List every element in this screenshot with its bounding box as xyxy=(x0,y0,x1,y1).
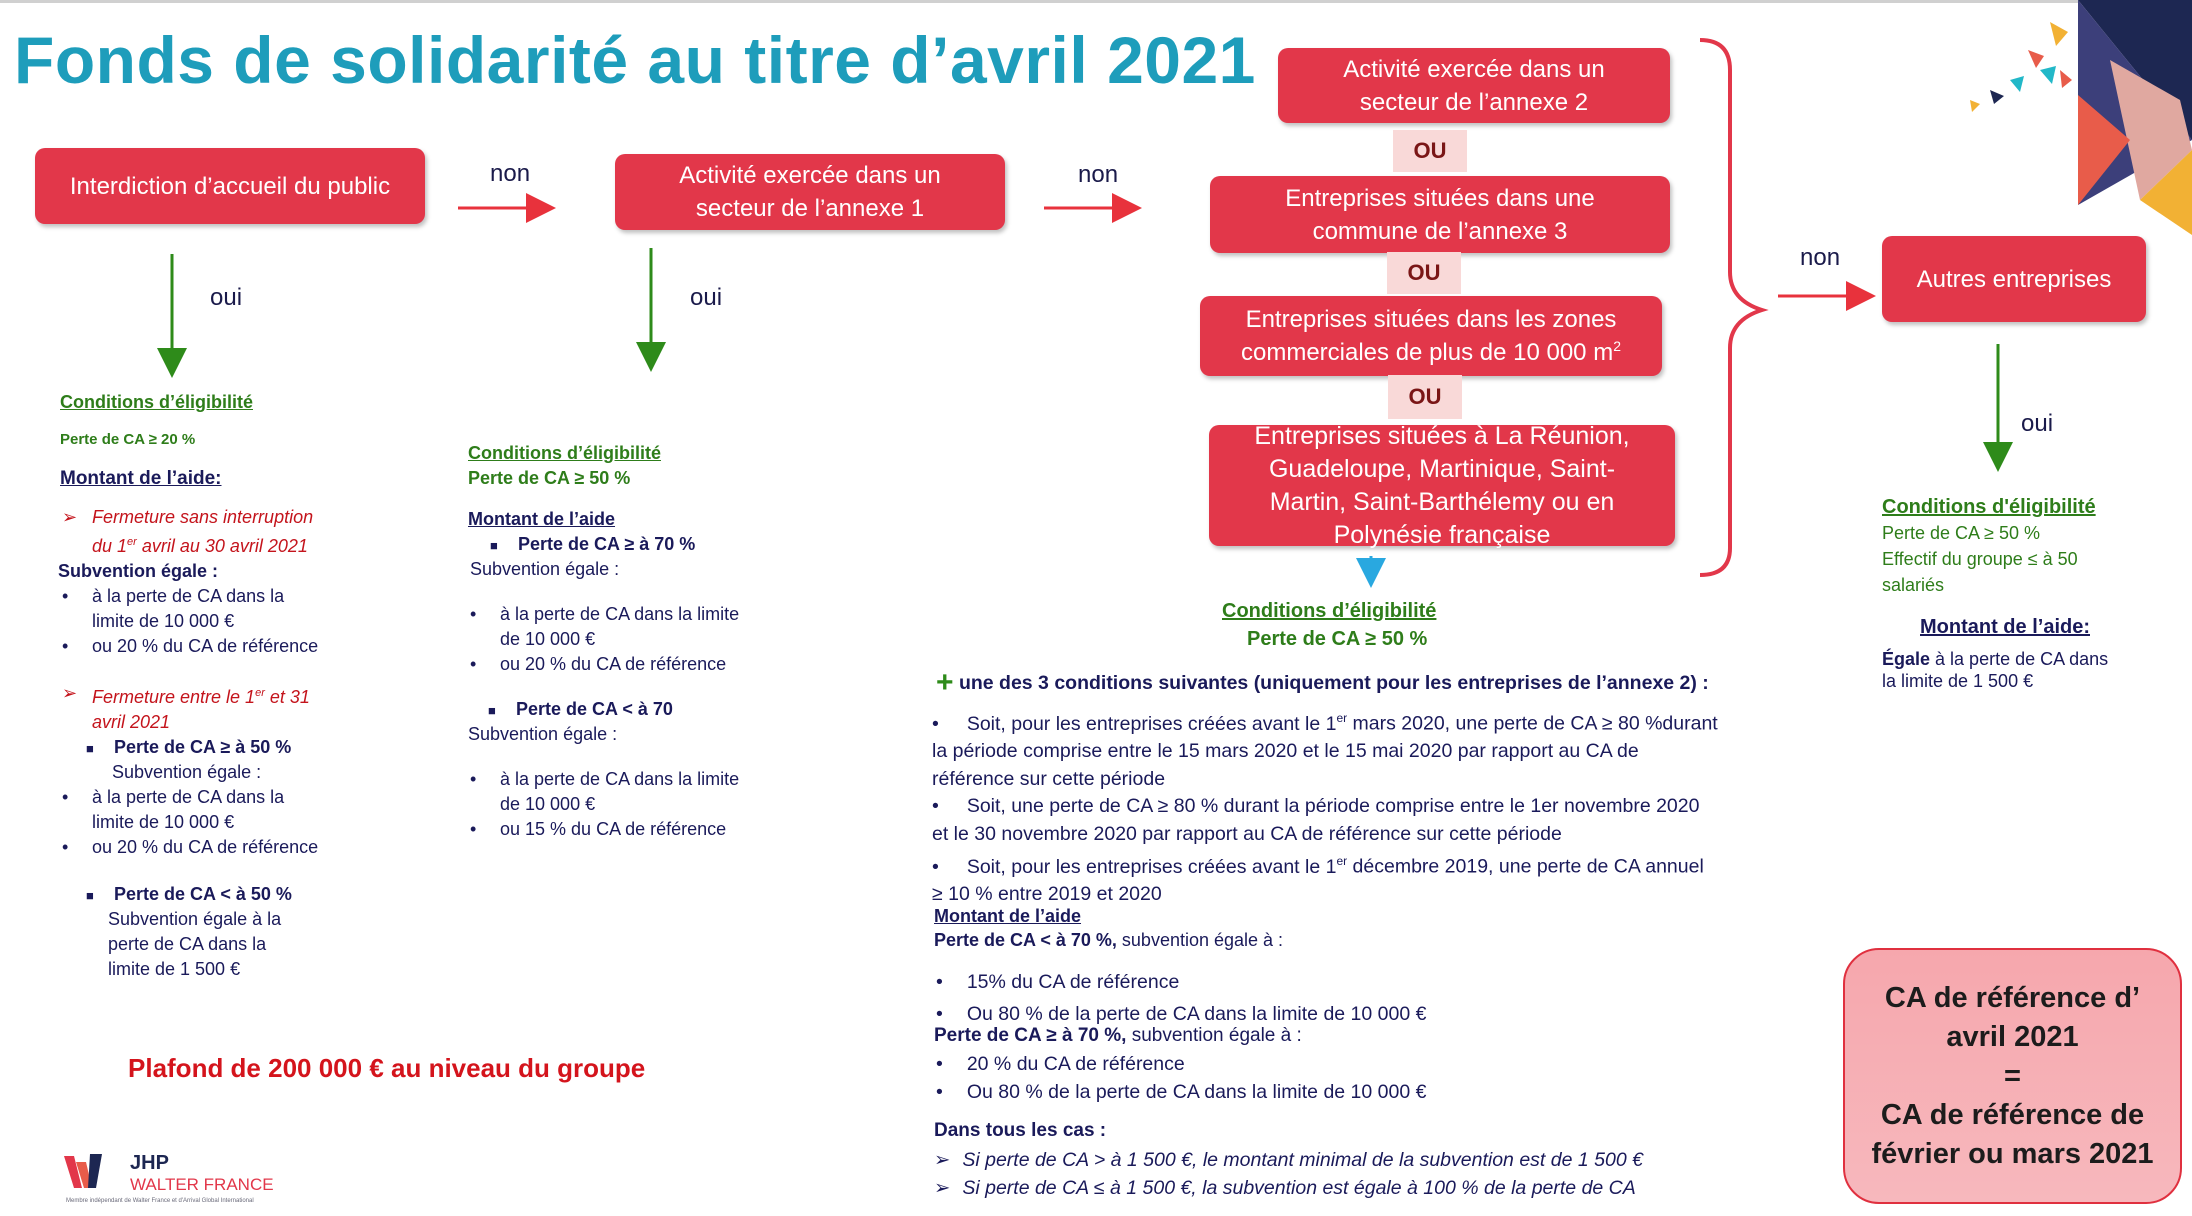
col1-bullet-1: • à la perte de CA dans la limite de 10 000 € xyxy=(62,586,285,631)
dot-bullet-icon: • xyxy=(470,769,477,789)
dot-bullet-icon: • xyxy=(470,819,477,839)
col1-bullet-3: • à la perte de CA dans la limite de 10 000 € xyxy=(62,787,285,832)
col3-p70b-bullet-2: • Ou 80 % de la perte de CA dans la limite de 10 000 € xyxy=(936,1081,1427,1103)
col4-montant-title: Montant de l’aide: xyxy=(1920,616,2090,638)
col2-bullet-2: • ou 20 % du CA de référence xyxy=(468,652,848,677)
col3-p70b-list xyxy=(934,1050,1754,1106)
col3-conditions-title: Conditions d’éligibilité xyxy=(1222,600,1437,622)
logo-walter-france: WALTER FRANCE xyxy=(130,1175,274,1194)
col1-conditions-title: Conditions d’éligibilité xyxy=(60,392,253,412)
col2-conditions-value: Perte de CA ≥ 50 % xyxy=(468,468,631,488)
col4-details: Conditions d'éligibilité Perte de CA ≥ 50 % Effectif du groupe ≤ à 50 salariés Montant de l’aide: Égale à la perte de CA dans la limite de 1 500 € xyxy=(1882,494,2182,692)
box-interdiction-accueil: Interdiction d’accueil du public xyxy=(35,148,425,224)
col1-conditions-value: Perte de CA ≥ 20 % xyxy=(60,431,196,448)
square-bullet-icon: ■ xyxy=(490,538,498,553)
col3-p70-list xyxy=(934,966,1754,1030)
col1-fermeture-1-dates: du 1er avril au 30 avril 2021 xyxy=(92,536,308,556)
col1-bullet-4: • ou 20 % du CA de référence xyxy=(60,835,420,860)
col4-conditions-title: Conditions d'éligibilité xyxy=(1882,496,2096,518)
box-outre-mer: Entreprises situées à La Réunion, Guadeloupe, Martinique, Saint-Martin, Saint-Barthélemy ou en Polynésie française xyxy=(1209,425,1675,546)
col1-details xyxy=(60,390,420,982)
col3-p70-bullet-1: • 15% du CA de référence xyxy=(936,971,1180,993)
square-bullet-icon: ■ xyxy=(488,703,496,718)
col2-sub-1: Subvention égale : xyxy=(470,559,620,579)
col3-cas-2: ➢ Si perte de CA ≤ à 1 500 €, la subvention est égale à 100 % de la perte de CA xyxy=(934,1177,1636,1199)
col3-montant-title: Montant de l’aide xyxy=(934,906,1082,926)
col3-cas-1: ➢ Si perte de CA > à 1 500 €, le montant minimal de la subvention est de 1 500 € xyxy=(934,1149,1643,1171)
col2-bullet-3: • à la perte de CA dans la limite de 10 000 € xyxy=(470,769,740,814)
col4-cond-1: Perte de CA ≥ 50 % xyxy=(1882,523,2040,543)
page-title: Fonds de solidarité au titre d’avril 2021 xyxy=(14,23,1256,97)
label-oui-2: oui xyxy=(690,284,723,311)
dot-bullet-icon: • xyxy=(62,787,69,807)
square-bullet-icon: ■ xyxy=(86,888,94,903)
arrow-bullet-icon: ➢ xyxy=(62,507,78,527)
col2-details xyxy=(468,441,848,842)
label-non-1: non xyxy=(490,160,531,187)
logo-tagline: Membre indépendant de Walter France et d'Arrival Global International xyxy=(66,1198,254,1204)
col3-conditions-list: • Soit, pour les entreprises créées avant le 1er mars 2020, une perte de CA ≥ 80 %durant la période comprise entre le 15 mars 2020 et le 15 mai 2020 par rapport au CA de référence sur cette période • Soit, une perte de CA ≥ 80 % durant la période comprise entre le 1er novembre 2020 et le 30 novembre 2020 par rapport au CA de référence sur cette période • Soit, pour les entreprises créées avant le 1er décembre 2019, une perte de CA annuel ≥ 10 % entre 2019 et 2020 xyxy=(932,705,1772,909)
ou-label-3: OU xyxy=(1388,375,1462,419)
plafond-groupe: Plafond de 200 000 € au niveau du groupe xyxy=(128,1053,646,1083)
dot-bullet-icon: • xyxy=(470,604,477,624)
logo-jhp: JHP xyxy=(130,1152,169,1174)
col3-tous-cas: Dans tous les cas : xyxy=(934,1120,1107,1141)
plus-icon: + xyxy=(936,666,954,699)
ca-reference-box: CA de référence d’ avril 2021 = CA de référence de février ou mars 2021 xyxy=(1843,948,2182,1204)
col4-cond-2: Effectif du groupe ≤ à 50 xyxy=(1882,549,2078,569)
label-oui-1: oui xyxy=(210,284,243,311)
square-bullet-icon: ■ xyxy=(86,741,94,756)
label-non-3: non xyxy=(1800,244,1841,271)
col3-p70: Perte de CA < à 70 %, subvention égale à : xyxy=(934,930,1284,950)
col1-sq-1-sub: Subvention égale : xyxy=(112,762,262,782)
col1-montant-title: Montant de l’aide: xyxy=(60,468,222,489)
dot-bullet-icon: • xyxy=(470,654,477,674)
col1-fermeture-2-dates: Fermeture entre le 1er et 31 xyxy=(92,687,310,707)
col2-bullet-4: • ou 15 % du CA de référence xyxy=(468,817,848,842)
col3-condition-1: • Soit, pour les entreprises créées avant le 1er mars 2020, une perte de CA ≥ 80 %durant xyxy=(932,711,1718,735)
dot-bullet-icon: • xyxy=(62,837,69,857)
label-non-2: non xyxy=(1078,161,1119,188)
col1-fermeture-1: ➢ Fermeture sans interruption du 1er avril au 30 avril 2021 xyxy=(60,505,420,559)
col4-montant-text: Égale à la perte de CA dans xyxy=(1882,649,2109,669)
col3-conditions-value: Perte de CA ≥ 50 % xyxy=(1247,628,1428,650)
col3-p70b: Perte de CA ≥ à 70 %, subvention égale à : xyxy=(934,1025,1302,1046)
col3-tous-cas-list xyxy=(934,1146,1754,1202)
box-annexe-3: Entreprises situées dans une commune de l’annexe 3 xyxy=(1210,176,1670,253)
col1-fermeture-2: ➢ Fermeture entre le 1er et 31 avril 2021 xyxy=(60,681,420,735)
col3-condition-2: • Soit, une perte de CA ≥ 80 % durant la période comprise entre le 1er novembre 2020 xyxy=(932,795,1700,817)
box-annexe-2: Activité exercée dans un secteur de l’annexe 2 xyxy=(1278,48,1670,123)
jhp-walter-france-logo xyxy=(62,1150,302,1210)
ou-label-2: OU xyxy=(1387,252,1461,294)
col3-condition-3: • Soit, pour les entreprises créées avant le 1er décembre 2019, une perte de CA annuel xyxy=(932,854,1704,878)
col4-cond-3: salariés xyxy=(1882,575,1945,595)
arrow-bullet-icon: ➢ xyxy=(934,1149,951,1171)
col2-sq-2: ■ Perte de CA < à 70 xyxy=(468,697,848,722)
arrow-bullet-icon: ➢ xyxy=(934,1177,951,1199)
col3-p70b-bullet-1: • 20 % du CA de référence xyxy=(936,1053,1185,1075)
box-autres-entreprises: Autres entreprises xyxy=(1882,236,2146,322)
col1-bullet-2: • ou 20 % du CA de référence xyxy=(60,634,420,659)
dot-bullet-icon: • xyxy=(62,636,69,656)
brace-bracket xyxy=(1700,40,1762,575)
col1-sq-2: ■ Perte de CA < à 50 % xyxy=(60,882,420,907)
col1-subvention-1: Subvention égale : xyxy=(58,561,219,581)
col1-sq-1: ■ Perte de CA ≥ à 50 % xyxy=(60,735,420,760)
label-oui-3: oui xyxy=(2021,410,2054,437)
col2-montant-title: Montant de l’aide xyxy=(468,509,616,529)
box-annexe-1: Activité exercée dans un secteur de l’annexe 1 xyxy=(615,154,1005,230)
arrow-bullet-icon: ➢ xyxy=(62,683,78,703)
box-zones-text: Entreprises situées dans les zones commerciales de plus de 10 000 $m^2$ xyxy=(1241,306,1621,366)
ou-label-1: OU xyxy=(1393,130,1467,172)
jhp-logo-icon xyxy=(62,1150,106,1194)
dot-bullet-icon: • xyxy=(62,586,69,606)
col2-conditions-title: Conditions d’éligibilité xyxy=(468,443,661,463)
col3-p70-bullet-2: • Ou 80 % de la perte de CA dans la limite de 10 000 € xyxy=(936,1003,1427,1025)
col2-sq-1: ■ Perte de CA ≥ à 70 % xyxy=(468,532,848,557)
col3-trois-conditions: + une des 3 conditions suivantes (uniquement pour les entreprises de l’annexe 2) : xyxy=(936,666,1709,699)
col2-bullet-1: • à la perte de CA dans la limite de 10 000 € xyxy=(470,604,740,649)
col2-sub-2: Subvention égale : xyxy=(468,724,618,744)
col1-sq-2-text: Subvention égale à la perte de CA dans la limite de 1 500 € xyxy=(108,909,282,979)
